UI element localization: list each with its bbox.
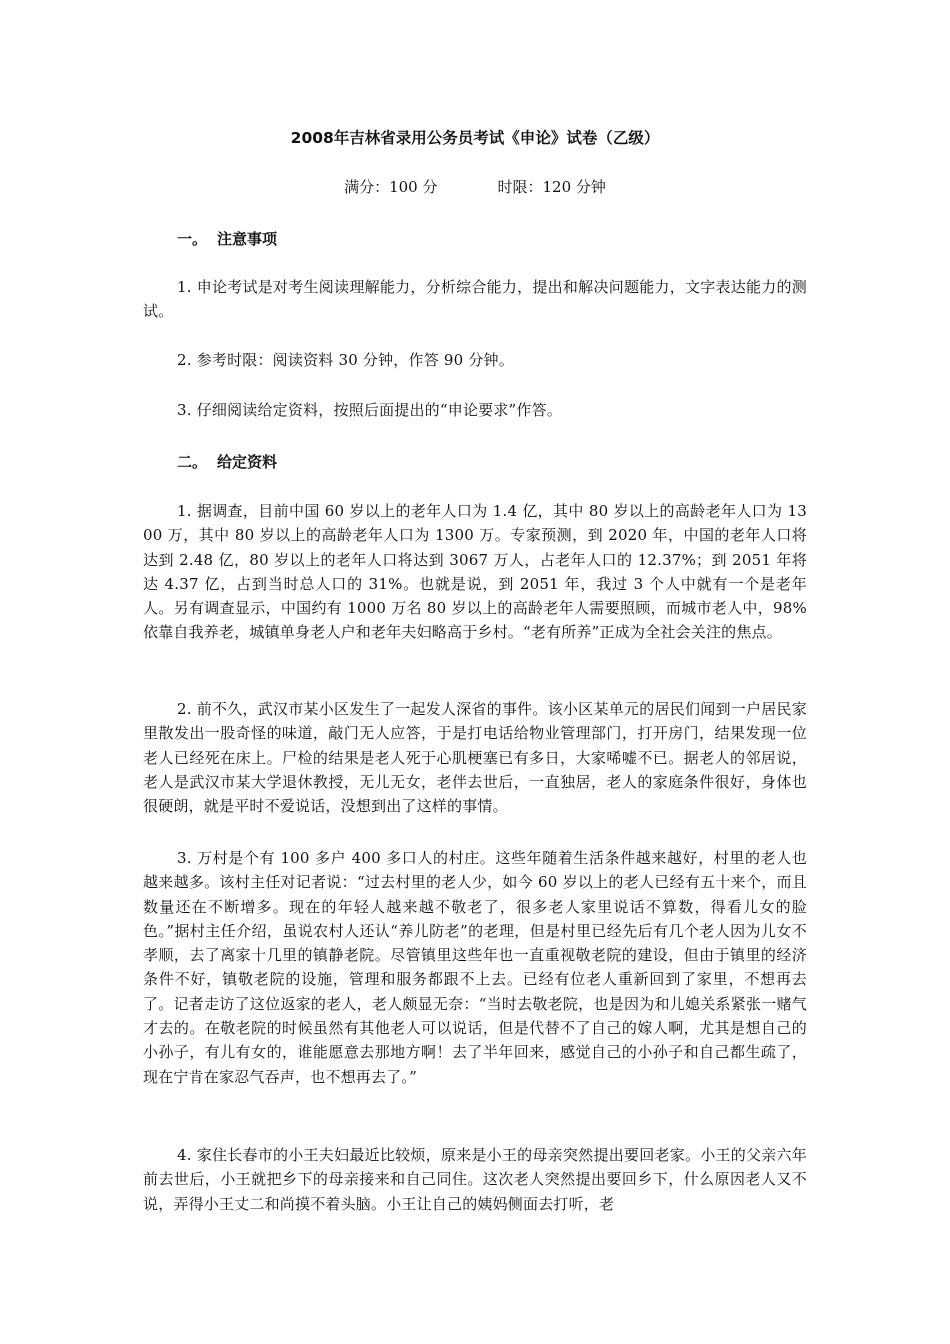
notice-item: 2. 参考时限：阅读资料 30 分钟，作答 90 分钟。 (177, 351, 514, 369)
section-number: 二。 (177, 453, 208, 471)
score-text: 满分：100 分 (344, 178, 438, 196)
section-title: 给定资料 (217, 453, 278, 471)
time-limit-text: 时限：120 分钟 (497, 178, 606, 196)
material-paragraph: 2. 前不久，武汉市某小区发生了一起发人深省的事件。该小区某单元的居民们闻到一户居民家里散发出一股奇怪的味道，敲门无人应答，于是打电话给物业管理部门，打开房门，结果发现一位老人已经死在床上。尸检的结果是老人死于心肌梗塞已有多日，大家唏嘘不已。据老人的邻居说，老人是武汉市某大学退休教授，无儿无女，老伴去世后，一直独居，老人的家庭条件很好，身体也很硬朗，就是平时不爱说话，没想到出了这样的事情。 (143, 700, 807, 816)
document-title: 2008年吉林省录用公务员考试《申论》试卷（乙级） (290, 129, 660, 147)
notice-item: 1. 申论考试是对考生阅读理解能力，分析综合能力，提出和解决问题能力，文字表达能力的测试。 (143, 278, 807, 321)
exam-meta (143, 175, 807, 199)
section-number: 一。 (177, 230, 208, 248)
section-heading-materials (177, 450, 277, 474)
material-paragraph: 4. 家住长春市的小王夫妇最近比较烦，原来是小王的母亲突然提出要回老家。小王的父亲六年前去世后，小王就把乡下的母亲接来和自己同住。这次老人突然提出要回乡下，什么原因老人又不说，弄得小王丈二和尚摸不着头脑。小王让自己的姨妈侧面去打听，老 (143, 1146, 807, 1213)
section-heading-notes (177, 227, 277, 251)
material-paragraph: 1. 据调查，目前中国 60 岁以上的老年人口为 1.4 亿，其中 80 岁以上的高龄老年人口为 1300 万，其中 80 岁以上的高龄老年人口为 1300 万。专家预测，到 2020 年，中国的老年人口将达到 2.48 亿，80 岁以上的老年人口将达到 3067 万人，占老年人口的 12.37%；到 2051 年将达 4.37 亿，占到当时总人口的 31%。也就是说，到 2051 年，我过 3 个人中就有一个是老年人。另有调查显示，中国约有 1000 万名 80 岁以上的高龄老年人需要照顾，而城市老人中，98%依靠自我养老，城镇单身老人户和老年夫妇略高于乡村。“老有所养”正成为全社会关注的焦点。 (143, 502, 807, 642)
notice-item: 3. 仔细阅读给定资料，按照后面提出的“申论要求”作答。 (177, 401, 563, 419)
section-title: 注意事项 (217, 230, 278, 248)
material-paragraph: 3. 万村是个有 100 多户 400 多口人的村庄。这些年随着生活条件越来越好，村里的老人也越来越多。该村主任对记者说：“过去村里的老人少，如今 60 岁以上的老人已经有五十来个，而且数量还在不断增多。现在的年轻人越来越不敬老了，很多老人家里说话不算数，得看儿女的脸色。”据村主任介绍，虽说农村人还认“养儿防老”的老理，但是村里已经先后有几个老人因为儿女不孝顺，去了离家十几里的镇静老院。尽管镇里这些年也一直重视敬老院的建设，但由于镇里的经济条件不好，镇敬老院的设施，管理和服务都跟不上去。已经有位老人重新回到了家里，不想再去了。记者走访了这位返家的老人，老人颇显无奈：“当时去敬老院，也是因为和儿媳关系紧张一赌气才去的。在敬老院的时候虽然有其他老人可以说话，但是代替不了自己的嫁人啊，尤其是想自己的小孙子，有儿有女的，谁能愿意去那地方啊！去了半年回来，感觉自己的小孙子和自己都生疏了，现在宁肯在家忍气吞声，也不想再去了。” (143, 849, 807, 1086)
